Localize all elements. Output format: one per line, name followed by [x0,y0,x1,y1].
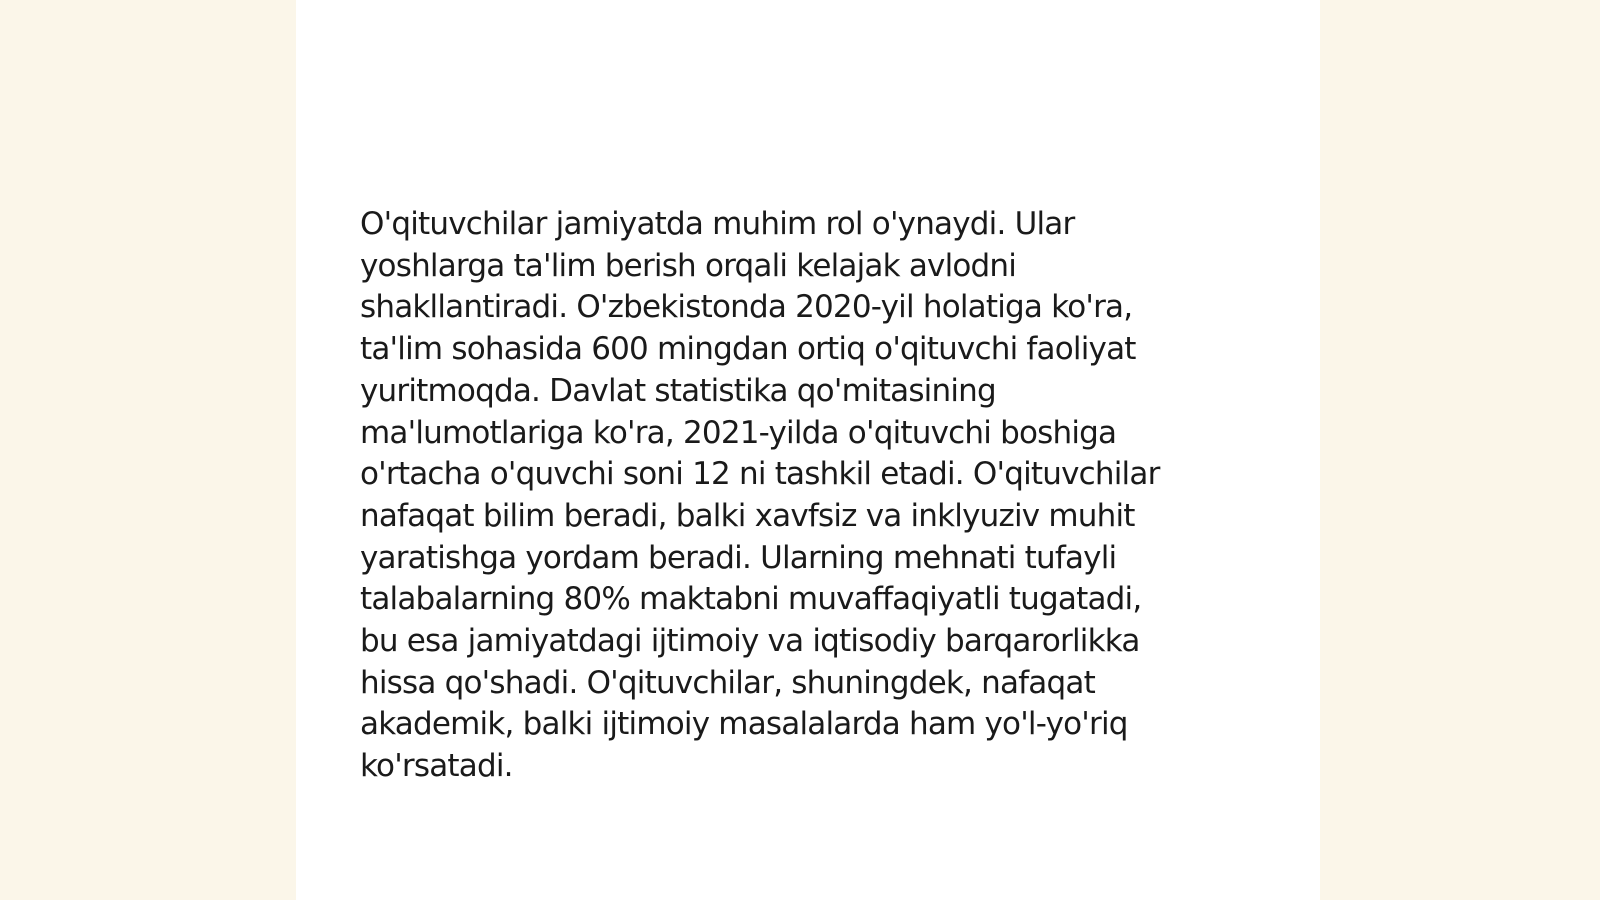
paragraph-line: ma'lumotlariga ko'ra, 2021-yilda o'qituvchi boshiga [360,414,1117,451]
paragraph-line: talabalarning 80% maktabni muvaffaqiyatli tugatadi, [360,581,1142,618]
paragraph-line: ko'rsatadi. [360,748,513,785]
paragraph-line: ta'lim sohasida 600 mingdan ortiq o'qituvchi faoliyat [360,331,1136,368]
paragraph-line: akademik, balki ijtimoiy masalalarda ham yo'l-yo'riq [360,706,1128,743]
paragraph-line: yuritmoqda. Davlat statistika qo'mitasining [360,372,996,409]
paragraph-line: nafaqat bilim beradi, balki xavfsiz va inklyuziv muhit [360,497,1135,534]
paragraph-line: bu esa jamiyatdagi ijtimoiy va iqtisodiy barqarorlikka [360,623,1140,660]
paragraph-line: hissa qo'shadi. O'qituvchilar, shuningdek, nafaqat [360,664,1095,701]
paragraph-line: O'qituvchilar jamiyatda muhim rol o'ynaydi. Ular [360,206,1075,242]
paragraph-line: o'rtacha o'quvchi soni 12 ni tashkil etadi. O'qituvchilar [360,456,1160,493]
paragraph-line: yoshlarga ta'lim berish orqali kelajak avlodni [360,247,1017,284]
document-page [296,0,1320,900]
paragraph-line: shakllantiradi. O'zbekistonda 2020-yil holatiga ko'ra, [360,289,1133,326]
paragraph-line: yaratishga yordam beradi. Ularning mehnati tufayli [360,539,1117,576]
body-paragraph [360,204,1260,788]
